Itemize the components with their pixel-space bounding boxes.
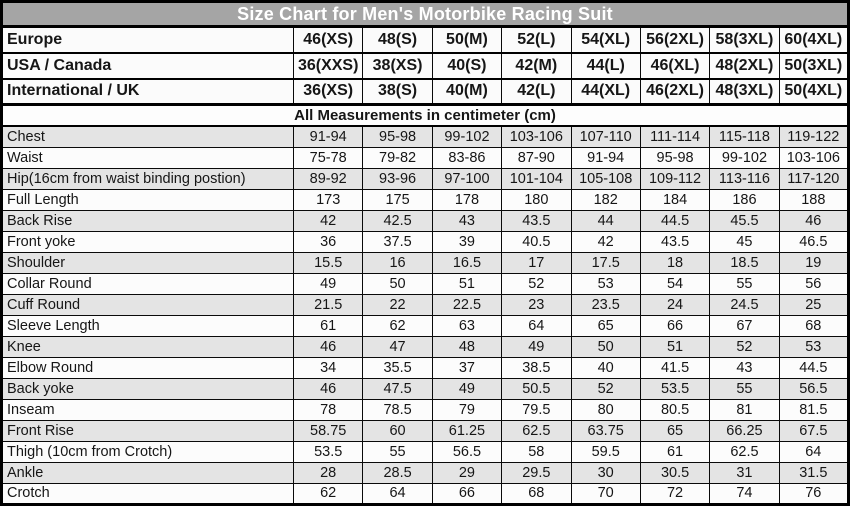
value-cell: 67.5 [779, 420, 848, 441]
value-cell: 95-98 [640, 147, 709, 168]
value-cell: 44 [571, 210, 640, 231]
value-cell: 56.5 [432, 441, 501, 462]
value-cell: 182 [571, 189, 640, 210]
value-cell: 37 [432, 357, 501, 378]
value-cell: 117-120 [779, 168, 848, 189]
table-row [2, 147, 849, 168]
value-cell: 184 [640, 189, 709, 210]
value-cell: 16.5 [432, 252, 501, 273]
value-cell: 70 [571, 483, 640, 504]
value-cell: 64 [363, 483, 432, 504]
row-label: Shoulder [2, 252, 294, 273]
row-label: Knee [2, 336, 294, 357]
page-title: Size Chart for Men's Motorbike Racing Suit [2, 2, 849, 27]
value-cell: 50 [363, 273, 432, 294]
size-header-rows [2, 27, 849, 105]
value-cell: 79.5 [502, 399, 571, 420]
value-cell: 58 [502, 441, 571, 462]
value-cell: 51 [432, 273, 501, 294]
row-label: Front yoke [2, 231, 294, 252]
row-label: Inseam [2, 399, 294, 420]
table-row [2, 189, 849, 210]
value-cell: 29.5 [502, 462, 571, 483]
value-cell: 23 [502, 294, 571, 315]
value-cell: 17 [502, 252, 571, 273]
row-label: Ankle [2, 462, 294, 483]
value-cell: 103-106 [779, 147, 848, 168]
table-row [2, 53, 849, 79]
value-cell: 66.25 [710, 420, 779, 441]
table-row [2, 273, 849, 294]
title-row [2, 2, 849, 27]
value-cell: 79-82 [363, 147, 432, 168]
table-row [2, 378, 849, 399]
value-cell: 18.5 [710, 252, 779, 273]
value-cell: 109-112 [640, 168, 709, 189]
value-cell: 42(L) [502, 79, 571, 105]
table-row [2, 336, 849, 357]
value-cell: 28.5 [363, 462, 432, 483]
value-cell: 53 [571, 273, 640, 294]
value-cell: 53.5 [294, 441, 363, 462]
value-cell: 25 [779, 294, 848, 315]
value-cell: 63.75 [571, 420, 640, 441]
value-cell: 43 [710, 357, 779, 378]
value-cell: 46(2XL) [640, 79, 709, 105]
value-cell: 50(M) [432, 27, 501, 53]
value-cell: 91-94 [571, 147, 640, 168]
measurement-rows [2, 126, 849, 504]
row-label: Sleeve Length [2, 315, 294, 336]
value-cell: 17.5 [571, 252, 640, 273]
value-cell: 87-90 [502, 147, 571, 168]
value-cell: 52 [571, 378, 640, 399]
value-cell: 46 [294, 336, 363, 357]
value-cell: 188 [779, 189, 848, 210]
table-row [2, 126, 849, 147]
value-cell: 51 [640, 336, 709, 357]
value-cell: 49 [502, 336, 571, 357]
value-cell: 76 [779, 483, 848, 504]
value-cell: 50.5 [502, 378, 571, 399]
value-cell: 44(XL) [571, 79, 640, 105]
value-cell: 59.5 [571, 441, 640, 462]
value-cell: 34 [294, 357, 363, 378]
row-label: Thigh (10cm from Crotch) [2, 441, 294, 462]
value-cell: 43 [432, 210, 501, 231]
value-cell: 48 [432, 336, 501, 357]
value-cell: 41.5 [640, 357, 709, 378]
table-header [2, 2, 849, 27]
value-cell: 22.5 [432, 294, 501, 315]
value-cell: 103-106 [502, 126, 571, 147]
value-cell: 186 [710, 189, 779, 210]
value-cell: 113-116 [710, 168, 779, 189]
value-cell: 50(4XL) [779, 79, 848, 105]
value-cell: 68 [779, 315, 848, 336]
value-cell: 99-102 [432, 126, 501, 147]
value-cell: 46 [779, 210, 848, 231]
value-cell: 58(3XL) [710, 27, 779, 53]
value-cell: 64 [779, 441, 848, 462]
row-label: Hip(16cm from waist binding postion) [2, 168, 294, 189]
row-label: Waist [2, 147, 294, 168]
value-cell: 66 [640, 315, 709, 336]
table-row [2, 420, 849, 441]
value-cell: 46 [294, 378, 363, 399]
value-cell: 28 [294, 462, 363, 483]
value-cell: 39 [432, 231, 501, 252]
value-cell: 93-96 [363, 168, 432, 189]
value-cell: 178 [432, 189, 501, 210]
row-label: International / UK [2, 79, 294, 105]
value-cell: 75-78 [294, 147, 363, 168]
row-label: Europe [2, 27, 294, 53]
value-cell: 53.5 [640, 378, 709, 399]
value-cell: 30.5 [640, 462, 709, 483]
value-cell: 67 [710, 315, 779, 336]
value-cell: 49 [432, 378, 501, 399]
value-cell: 16 [363, 252, 432, 273]
value-cell: 65 [640, 420, 709, 441]
value-cell: 46(XL) [640, 53, 709, 79]
row-label: Front Rise [2, 420, 294, 441]
table-row [2, 441, 849, 462]
value-cell: 45 [710, 231, 779, 252]
value-cell: 80 [571, 399, 640, 420]
value-cell: 55 [710, 273, 779, 294]
unit-note: All Measurements in centimeter (cm) [2, 105, 849, 127]
value-cell: 48(S) [363, 27, 432, 53]
value-cell: 43.5 [640, 231, 709, 252]
value-cell: 18 [640, 252, 709, 273]
value-cell: 91-94 [294, 126, 363, 147]
value-cell: 105-108 [571, 168, 640, 189]
value-cell: 78 [294, 399, 363, 420]
table-row [2, 462, 849, 483]
value-cell: 107-110 [571, 126, 640, 147]
row-label: Chest [2, 126, 294, 147]
value-cell: 64 [502, 315, 571, 336]
table-row [2, 231, 849, 252]
value-cell: 56(2XL) [640, 27, 709, 53]
value-cell: 56 [779, 273, 848, 294]
value-cell: 53 [779, 336, 848, 357]
value-cell: 89-92 [294, 168, 363, 189]
value-cell: 99-102 [710, 147, 779, 168]
value-cell: 47 [363, 336, 432, 357]
value-cell: 24 [640, 294, 709, 315]
table-row [2, 79, 849, 105]
value-cell: 23.5 [571, 294, 640, 315]
value-cell: 37.5 [363, 231, 432, 252]
value-cell: 61.25 [432, 420, 501, 441]
value-cell: 31.5 [779, 462, 848, 483]
value-cell: 115-118 [710, 126, 779, 147]
value-cell: 50(3XL) [779, 53, 848, 79]
value-cell: 24.5 [710, 294, 779, 315]
table-row [2, 252, 849, 273]
value-cell: 21.5 [294, 294, 363, 315]
value-cell: 79 [432, 399, 501, 420]
value-cell: 52 [502, 273, 571, 294]
value-cell: 60(4XL) [779, 27, 848, 53]
value-cell: 80.5 [640, 399, 709, 420]
value-cell: 42.5 [363, 210, 432, 231]
value-cell: 42(M) [502, 53, 571, 79]
value-cell: 55 [363, 441, 432, 462]
row-label: Collar Round [2, 273, 294, 294]
row-label: USA / Canada [2, 53, 294, 79]
unit-note-section [2, 105, 849, 127]
value-cell: 36(XS) [294, 79, 363, 105]
value-cell: 42 [571, 231, 640, 252]
value-cell: 56.5 [779, 378, 848, 399]
value-cell: 48(3XL) [710, 79, 779, 105]
value-cell: 175 [363, 189, 432, 210]
value-cell: 61 [294, 315, 363, 336]
value-cell: 38(XS) [363, 53, 432, 79]
value-cell: 54 [640, 273, 709, 294]
value-cell: 119-122 [779, 126, 848, 147]
value-cell: 50 [571, 336, 640, 357]
value-cell: 54(XL) [571, 27, 640, 53]
table-row [2, 315, 849, 336]
value-cell: 36(XXS) [294, 53, 363, 79]
value-cell: 58.75 [294, 420, 363, 441]
value-cell: 61 [640, 441, 709, 462]
value-cell: 44(L) [571, 53, 640, 79]
table-row [2, 27, 849, 53]
row-label: Crotch [2, 483, 294, 504]
value-cell: 49 [294, 273, 363, 294]
value-cell: 74 [710, 483, 779, 504]
value-cell: 52(L) [502, 27, 571, 53]
row-label: Back yoke [2, 378, 294, 399]
value-cell: 47.5 [363, 378, 432, 399]
value-cell: 36 [294, 231, 363, 252]
value-cell: 29 [432, 462, 501, 483]
value-cell: 78.5 [363, 399, 432, 420]
value-cell: 62 [294, 483, 363, 504]
value-cell: 45.5 [710, 210, 779, 231]
value-cell: 44.5 [640, 210, 709, 231]
value-cell: 66 [432, 483, 501, 504]
value-cell: 42 [294, 210, 363, 231]
value-cell: 15.5 [294, 252, 363, 273]
value-cell: 81.5 [779, 399, 848, 420]
value-cell: 101-104 [502, 168, 571, 189]
unit-note-row [2, 105, 849, 127]
value-cell: 55 [710, 378, 779, 399]
value-cell: 111-114 [640, 126, 709, 147]
table-row [2, 399, 849, 420]
table-row [2, 168, 849, 189]
row-label: Elbow Round [2, 357, 294, 378]
table-row [2, 357, 849, 378]
value-cell: 48(2XL) [710, 53, 779, 79]
value-cell: 30 [571, 462, 640, 483]
value-cell: 46.5 [779, 231, 848, 252]
value-cell: 40 [571, 357, 640, 378]
value-cell: 65 [571, 315, 640, 336]
value-cell: 180 [502, 189, 571, 210]
value-cell: 22 [363, 294, 432, 315]
value-cell: 97-100 [432, 168, 501, 189]
value-cell: 31 [710, 462, 779, 483]
value-cell: 44.5 [779, 357, 848, 378]
value-cell: 43.5 [502, 210, 571, 231]
value-cell: 62 [363, 315, 432, 336]
row-label: Full Length [2, 189, 294, 210]
value-cell: 62.5 [710, 441, 779, 462]
value-cell: 40(S) [432, 53, 501, 79]
value-cell: 83-86 [432, 147, 501, 168]
value-cell: 35.5 [363, 357, 432, 378]
value-cell: 62.5 [502, 420, 571, 441]
value-cell: 38.5 [502, 357, 571, 378]
value-cell: 95-98 [363, 126, 432, 147]
value-cell: 68 [502, 483, 571, 504]
value-cell: 173 [294, 189, 363, 210]
table-row [2, 210, 849, 231]
value-cell: 46(XS) [294, 27, 363, 53]
value-cell: 40.5 [502, 231, 571, 252]
value-cell: 60 [363, 420, 432, 441]
value-cell: 72 [640, 483, 709, 504]
value-cell: 38(S) [363, 79, 432, 105]
table-row [2, 294, 849, 315]
value-cell: 52 [710, 336, 779, 357]
value-cell: 40(M) [432, 79, 501, 105]
row-label: Cuff Round [2, 294, 294, 315]
value-cell: 63 [432, 315, 501, 336]
row-label: Back Rise [2, 210, 294, 231]
value-cell: 19 [779, 252, 848, 273]
value-cell: 81 [710, 399, 779, 420]
